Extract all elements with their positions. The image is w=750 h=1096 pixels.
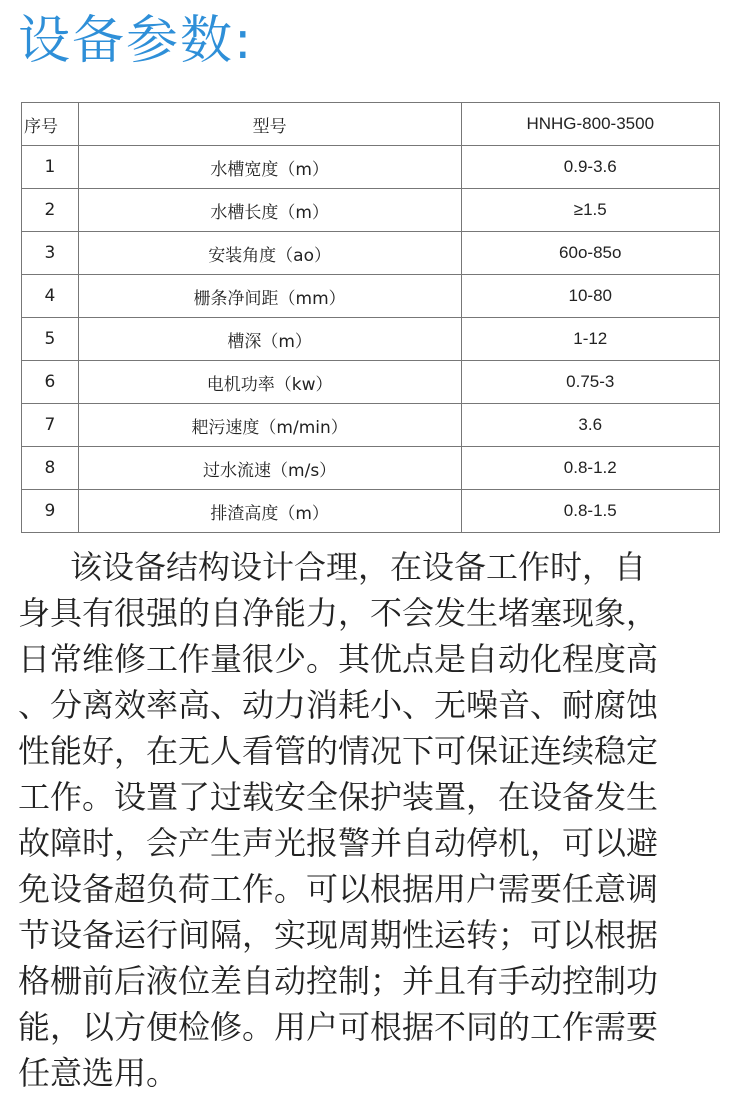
table-cell-parameter: 电机功率（kw） bbox=[78, 361, 461, 404]
table-cell-value: 10-80 bbox=[461, 275, 720, 318]
paragraph-line: 工作。设置了过载安全保护装置，在设备发生 bbox=[18, 778, 659, 816]
paragraph-line: 性能好，在无人看管的情况下可保证连续稳定 bbox=[18, 732, 659, 770]
table-cell-parameter: 水槽长度（m） bbox=[78, 189, 461, 232]
table-cell-parameter: 过水流速（m/s） bbox=[78, 447, 461, 490]
header-cell-index: 序号 bbox=[22, 103, 79, 146]
table-cell-value: ≥1.5 bbox=[461, 189, 720, 232]
paragraph-line: 日常维修工作量很少。其优点是自动化程度高 bbox=[18, 640, 659, 678]
table-cell-index: 5 bbox=[22, 318, 79, 361]
table-cell-value: 60o-85o bbox=[461, 232, 720, 275]
paragraph-line: 、分离效率高、动力消耗小、无噪音、耐腐蚀 bbox=[18, 686, 659, 724]
header-cell-model: HNHG-800-3500 bbox=[461, 103, 720, 146]
table-row bbox=[22, 275, 720, 318]
table-cell-parameter: 排渣高度（m） bbox=[78, 490, 461, 533]
table-row bbox=[22, 361, 720, 404]
table-cell-index: 4 bbox=[22, 275, 79, 318]
table-cell-index: 7 bbox=[22, 404, 79, 447]
table-row bbox=[22, 404, 720, 447]
table-cell-value: 0.9-3.6 bbox=[461, 146, 720, 189]
table-cell-value: 0.8-1.2 bbox=[461, 447, 720, 490]
table-cell-value: 0.75-3 bbox=[461, 361, 720, 404]
table-row bbox=[22, 318, 720, 361]
table-cell-index: 8 bbox=[22, 447, 79, 490]
table-cell-value: 3.6 bbox=[461, 404, 720, 447]
table-cell-parameter: 水槽宽度（m） bbox=[78, 146, 461, 189]
table-row bbox=[22, 232, 720, 275]
table-cell-index: 2 bbox=[22, 189, 79, 232]
description-paragraph bbox=[18, 544, 738, 1096]
paragraph-line: 身具有很强的自净能力，不会发生堵塞现象， bbox=[18, 594, 659, 632]
table-header-row bbox=[22, 103, 720, 146]
header-cell-parameter: 型号 bbox=[78, 103, 461, 146]
table-cell-index: 3 bbox=[22, 232, 79, 275]
paragraph-line: 格栅前后液位差自动控制；并且有手动控制功 bbox=[18, 962, 659, 1000]
page-title: 设备参数: bbox=[18, 11, 254, 71]
table-row bbox=[22, 146, 720, 189]
table-row bbox=[22, 490, 720, 533]
table-row bbox=[22, 189, 720, 232]
table-cell-index: 1 bbox=[22, 146, 79, 189]
paragraph-line: 节设备运行间隔，实现周期性运转；可以根据 bbox=[18, 916, 659, 954]
table-row bbox=[22, 447, 720, 490]
table-cell-index: 9 bbox=[22, 490, 79, 533]
table-cell-value: 0.8-1.5 bbox=[461, 490, 720, 533]
paragraph-line: 任意选用。 bbox=[18, 1054, 179, 1092]
paragraph-line: 故障时，会产生声光报警并自动停机，可以避 bbox=[18, 824, 659, 862]
paragraph-line: 能，以方便检修。用户可根据不同的工作需要 bbox=[18, 1008, 659, 1046]
table-cell-parameter: 耙污速度（m/min） bbox=[78, 404, 461, 447]
table-cell-parameter: 安装角度（ao） bbox=[78, 232, 461, 275]
table-cell-parameter: 槽深（m） bbox=[78, 318, 461, 361]
paragraph-line: 免设备超负荷工作。可以根据用户需要任意调 bbox=[18, 870, 659, 908]
paragraph-line: 该设备结构设计合理，在设备工作时，自 bbox=[70, 548, 647, 586]
table-cell-index: 6 bbox=[22, 361, 79, 404]
table-cell-parameter: 栅条净间距（mm） bbox=[78, 275, 461, 318]
parameter-table bbox=[21, 102, 720, 533]
table-cell-value: 1-12 bbox=[461, 318, 720, 361]
